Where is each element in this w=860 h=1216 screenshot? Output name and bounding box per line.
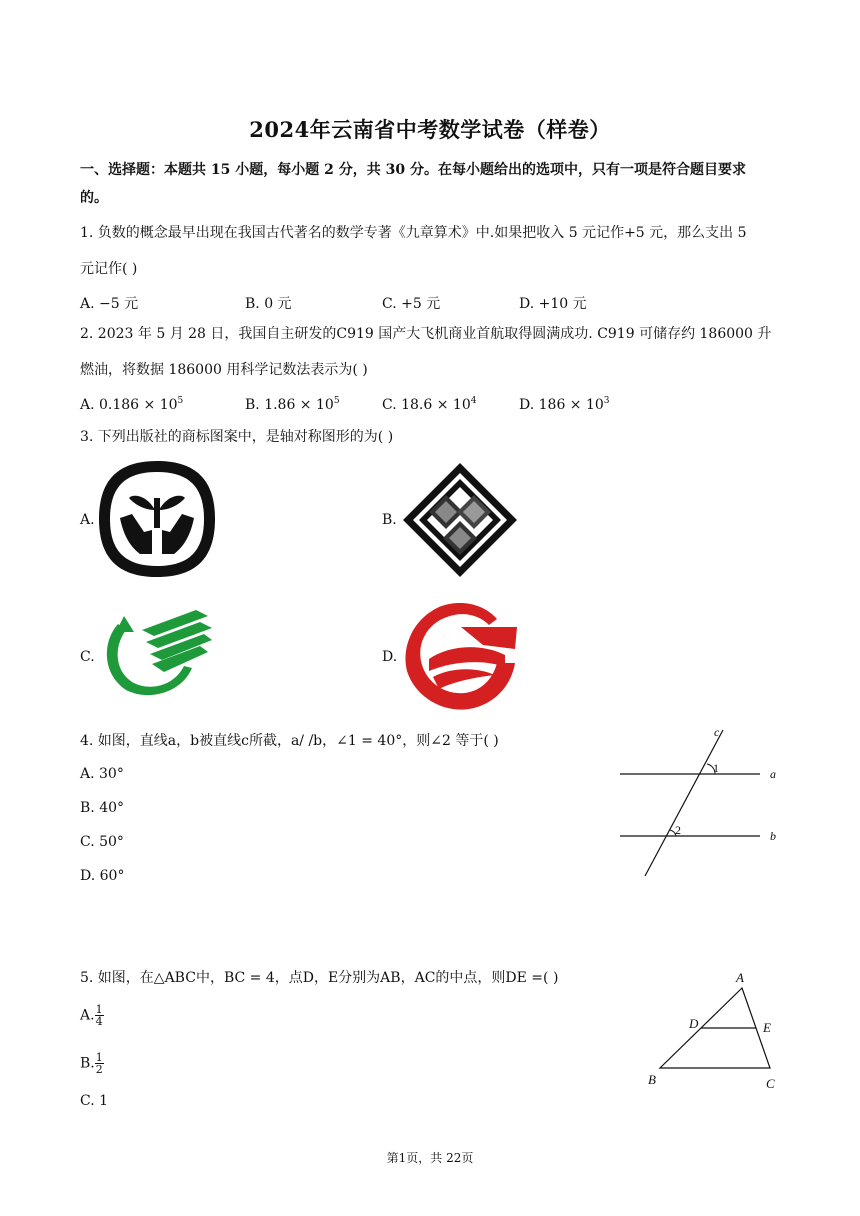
parallel-lines-figure	[618, 726, 788, 882]
q3-option-d[interactable]: D.	[382, 649, 398, 665]
label-C: C	[766, 1076, 775, 1091]
page-title: 2024年云南省中考数学试卷（样卷）	[249, 117, 611, 142]
q5-option-b[interactable]: B. $\frac{1}{2}$	[80, 1051, 103, 1076]
q2-line1: 2. 2023 年 5 月 28 日，我国自主研发的C919 国产大飞机商业首航取得圆满成功. C919 可储存约 186000 升	[80, 326, 772, 342]
logo-diamond-squares-icon	[401, 461, 519, 579]
q1-line1: 1. 负数的概念最早出现在我国古代著名的数学专著《九章算术》中.如果把收入 5 元记作+5 元，那么支出 5	[80, 225, 747, 241]
label-E: E	[763, 1020, 771, 1035]
q4-text: 4. 如图，直线a，b被直线c所截，a/ /b，∠1 = 40°，则∠2 等于( )	[80, 733, 499, 749]
q1-option-b[interactable]: B. 0 元	[245, 296, 292, 312]
label-b: b	[770, 829, 776, 843]
q2-line2: 燃油，将数据 186000 用科学记数法表示为( )	[80, 362, 368, 378]
q5-text: 5. 如图，在△ABC中，BC = 4，点D，E分别为AB，AC的中点，则DE =( )	[80, 970, 559, 986]
label-a: a	[770, 767, 776, 781]
q5-option-a[interactable]: A. $\frac{1}{4}$	[80, 1003, 103, 1028]
q1-option-d[interactable]: D. +10 元	[519, 296, 587, 312]
q5-option-c[interactable]: C. 1	[80, 1093, 109, 1109]
q3-option-a[interactable]: A.	[80, 512, 95, 528]
label-B: B	[648, 1072, 656, 1087]
q4-option-c[interactable]: C. 50°	[80, 834, 124, 850]
label-angle-1: 1	[713, 761, 719, 775]
label-A: A	[736, 970, 744, 985]
section-heading-line2: 的。	[80, 190, 108, 206]
q3-text: 3. 下列出版社的商标图案中，是轴对称图形的为( )	[80, 429, 394, 445]
q2-option-b[interactable]: B. $1.86 \times 10^5$	[245, 396, 340, 413]
label-angle-2: 2	[675, 823, 681, 837]
section-heading-line1: 一、选择题：本题共 15 小题，每小题 2 分，共 30 分。在每小题给出的选项中，只有一项是符合题目要求	[80, 162, 746, 178]
q2-option-d[interactable]: D. $186 \times 10^3$	[519, 396, 610, 413]
q1-option-c[interactable]: C. +5 元	[382, 296, 441, 312]
q1-option-a[interactable]: A. −5 元	[80, 296, 139, 312]
logo-green-book-icon	[96, 602, 214, 700]
logo-hands-sprout-icon	[96, 458, 218, 580]
q4-option-b[interactable]: B. 40°	[80, 800, 125, 816]
triangle-figure	[642, 966, 792, 1096]
q3-option-b[interactable]: B.	[382, 512, 397, 528]
q3-option-c[interactable]: C.	[80, 649, 95, 665]
q4-option-a[interactable]: A. 30°	[80, 766, 124, 782]
q4-option-d[interactable]: D. 60°	[80, 868, 125, 884]
q2-option-a[interactable]: A. $0.186 \times 10^5$	[80, 396, 184, 413]
logo-red-circle-icon	[399, 597, 521, 713]
label-D: D	[689, 1016, 699, 1031]
q2-option-c[interactable]: C. $18.6 \times 10^4$	[382, 396, 477, 413]
q1-line2: 元记作( )	[80, 261, 138, 277]
page-footer: 第1页，共 22页	[386, 1151, 474, 1165]
label-c: c	[714, 725, 720, 739]
